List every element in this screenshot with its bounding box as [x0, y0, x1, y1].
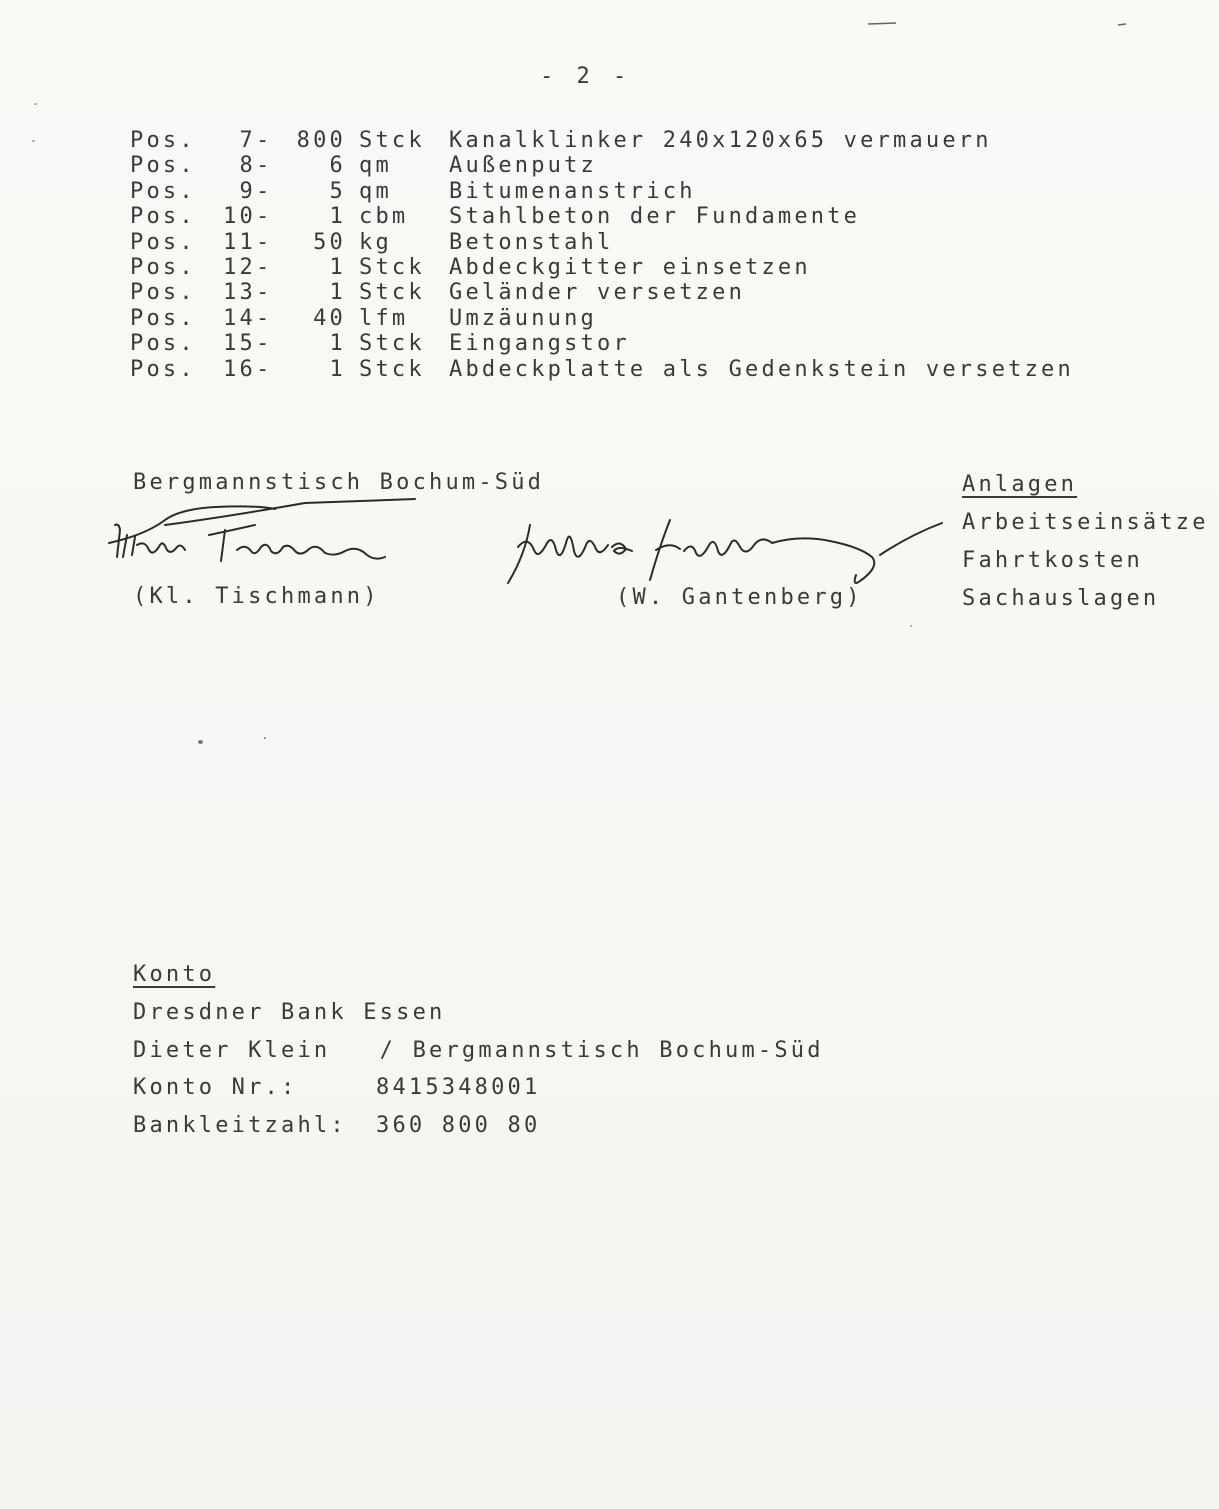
position-number: 16 [223, 356, 256, 382]
attachment-item: Arbeitseinsätze [962, 510, 1209, 535]
signatory-name-tischmann: (Kl. Tischmann) [133, 584, 380, 609]
position-label: Pos. [130, 254, 196, 280]
position-dash: - [256, 305, 273, 331]
attachment-item: Fahrtkosten [962, 548, 1143, 573]
position-unit: Stck [359, 356, 425, 382]
position-quantity: 800 [296, 128, 346, 153]
account-number-value: 8415348001 [376, 1075, 541, 1100]
position-quantity: 1 [329, 254, 346, 280]
signature-gantenberg [500, 505, 950, 595]
attachments-heading: Anlagen [962, 472, 1078, 497]
position-unit: Stck [359, 280, 425, 306]
position-description: Bitumenanstrich [449, 178, 696, 204]
position-quantity: 1 [329, 280, 346, 306]
position-description: Eingangstor [449, 331, 630, 357]
position-description: Geländer versetzen [449, 280, 746, 306]
position-label: Pos. [130, 128, 196, 153]
attachment-item: Sachauslagen [962, 586, 1160, 611]
position-unit: lfm [359, 305, 409, 331]
scan-speck [910, 625, 912, 627]
scan-speck [32, 140, 35, 142]
account-bank: Dresdner Bank Essen [133, 1000, 446, 1025]
position-quantity: 40 [313, 305, 346, 331]
account-holder: Dieter Klein / Bergmannstisch Bochum-Süd [133, 1038, 824, 1063]
position-number: 15 [223, 331, 256, 357]
position-unit: Stck [359, 331, 425, 357]
position-number: 7 [239, 128, 256, 153]
bank-code-value: 360 800 80 [376, 1113, 541, 1138]
position-quantity: 1 [329, 331, 346, 357]
scan-speck [34, 103, 37, 105]
position-label: Pos. [130, 153, 196, 179]
position-label: Pos. [130, 356, 196, 382]
position-label: Pos. [130, 305, 196, 331]
position-quantity: 6 [329, 153, 346, 179]
position-description: Betonstahl [449, 229, 614, 255]
position-unit: Stck [359, 254, 425, 280]
scan-mark-top [866, 16, 1166, 32]
position-dash: - [256, 280, 273, 306]
position-label: Pos. [130, 229, 196, 255]
signature-tischmann [105, 495, 425, 575]
position-description: Stahlbeton der Fundamente [449, 204, 861, 230]
position-number: 13 [223, 280, 256, 306]
account-heading: Konto [133, 962, 216, 987]
scan-speck [264, 737, 266, 739]
page-number: - 2 - [540, 64, 632, 89]
position-quantity: 5 [329, 178, 346, 204]
position-dash: - [256, 254, 273, 280]
position-number: 12 [223, 254, 256, 280]
position-number: 10 [223, 204, 256, 230]
position-description: Abdeckplatte als Gedenkstein versetzen [449, 356, 1074, 382]
position-quantity: 50 [313, 229, 346, 255]
position-dash: - [256, 178, 273, 204]
position-description: Abdeckgitter einsetzen [449, 254, 811, 280]
position-dash: - [256, 204, 273, 230]
position-label: Pos. [130, 204, 196, 230]
position-number: 9 [239, 178, 256, 204]
signatory-name-gantenberg: (W. Gantenberg) [616, 585, 863, 610]
position-label: Pos. [130, 331, 196, 357]
bank-code-label: Bankleitzahl: [133, 1113, 347, 1138]
position-unit: qm [359, 153, 392, 179]
position-unit: kg [359, 229, 392, 255]
position-dash: - [256, 356, 273, 382]
scan-speck [198, 740, 203, 744]
position-number: 11 [223, 229, 256, 255]
position-dash: - [256, 331, 273, 357]
position-unit: cbm [359, 204, 409, 230]
position-unit: Stck [359, 128, 425, 153]
account-number-label: Konto Nr.: [133, 1075, 298, 1100]
position-number: 8 [239, 153, 256, 179]
position-description: Umzäunung [449, 305, 598, 331]
position-number: 14 [223, 305, 256, 331]
position-unit: qm [359, 178, 392, 204]
position-label: Pos. [130, 280, 196, 306]
position-dash: - [256, 229, 273, 255]
position-label: Pos. [130, 178, 196, 204]
position-quantity: 1 [329, 204, 346, 230]
position-dash: - [256, 153, 273, 179]
position-description: Außenputz [449, 153, 598, 179]
position-dash: - [256, 128, 273, 153]
position-quantity: 1 [329, 356, 346, 382]
position-description: Kanalklinker 240x120x65 vermauern [449, 128, 992, 153]
sender-name: Bergmannstisch Bochum-Süd [133, 470, 545, 495]
